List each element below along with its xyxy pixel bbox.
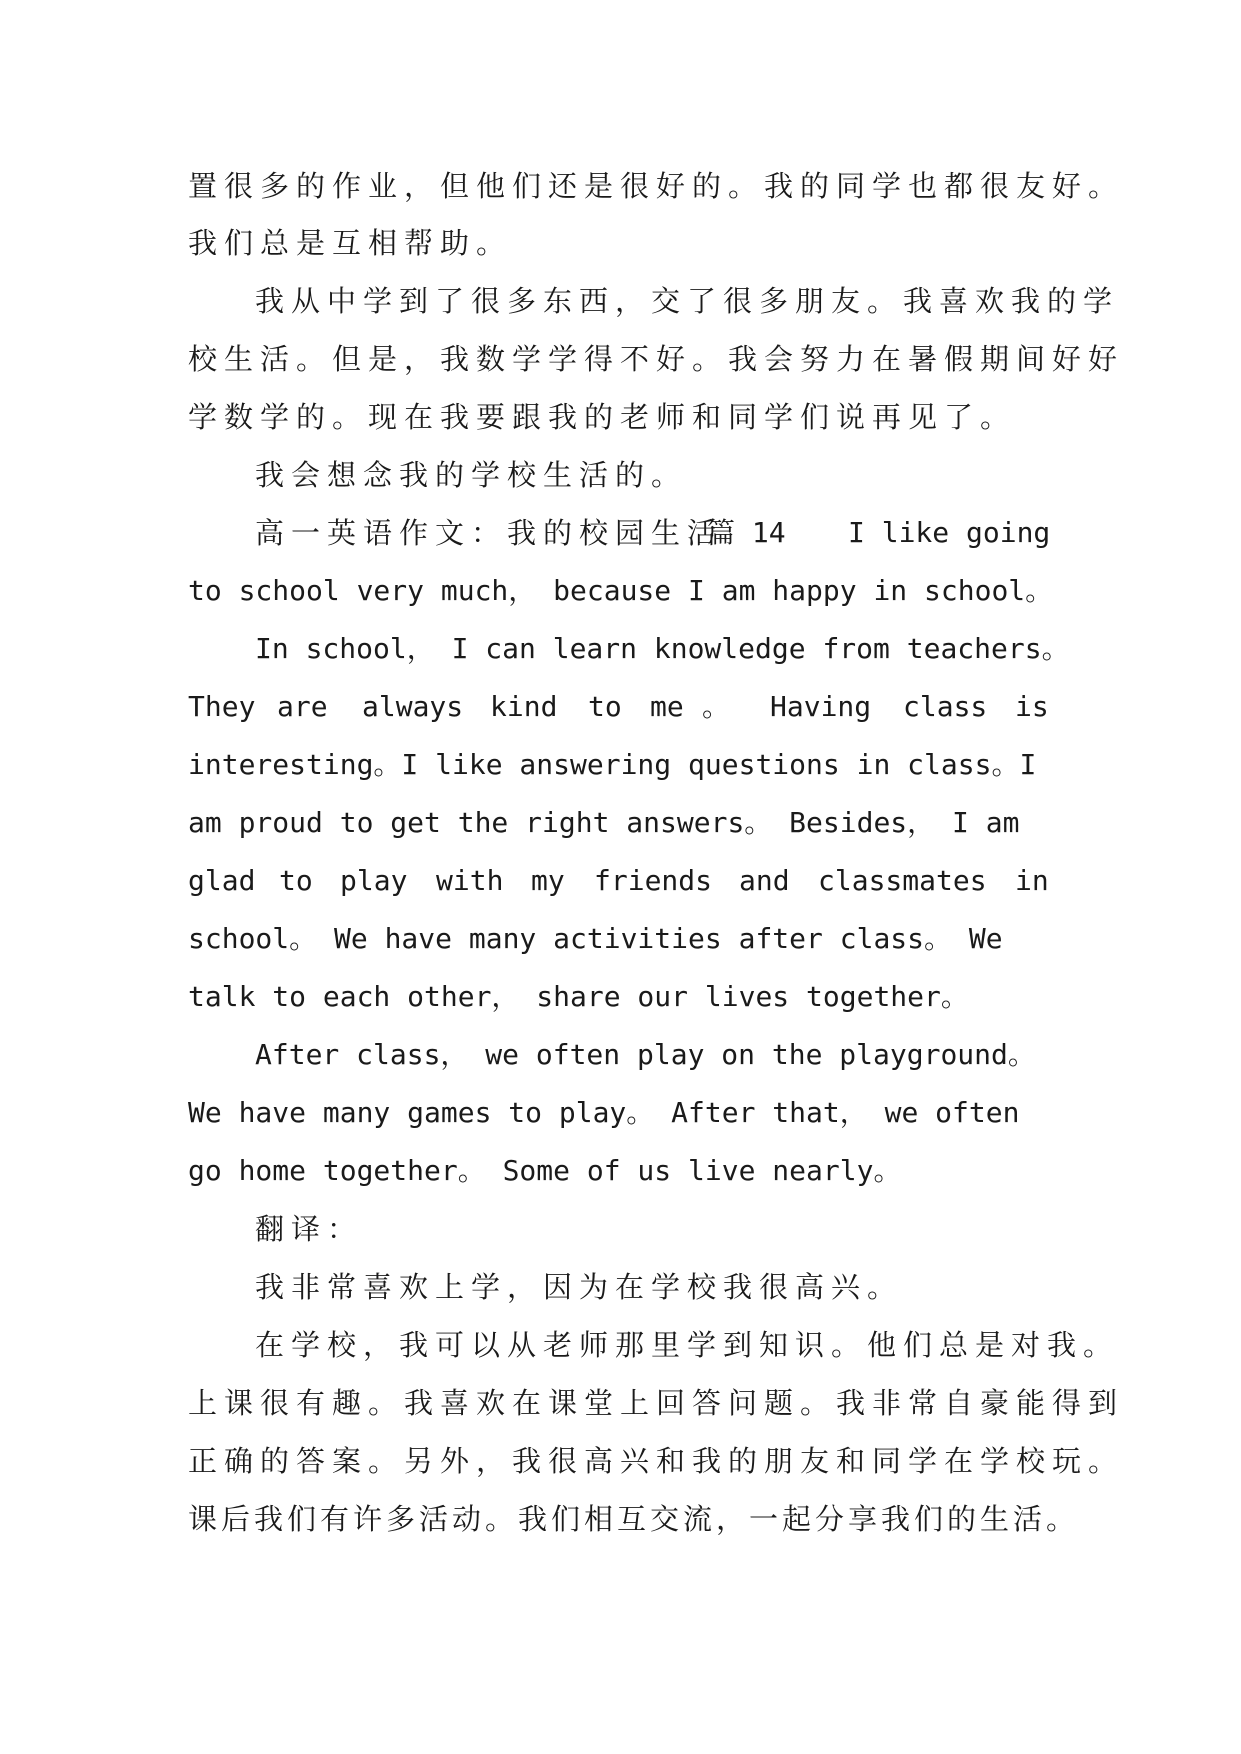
text-run: talk to each other， share our lives together。 <box>188 980 969 1013</box>
word: class <box>903 690 988 723</box>
justified-line <box>0 687 1241 727</box>
word: is <box>1015 690 1049 723</box>
text-line <box>0 1093 1241 1133</box>
word: to <box>588 690 622 723</box>
essay-heading <box>0 513 1241 553</box>
text-line <box>0 166 1241 206</box>
text-run: school。 We have many activities after class。 We <box>188 922 1003 955</box>
text-run: 在学校，我可以从老师那里学到知识。他们总是对我。 <box>255 1328 1120 1362</box>
word: in <box>1015 864 1049 897</box>
text-line <box>0 339 1241 379</box>
text-run: 校生活。但是，我数学学得不好。我会努力在暑假期间好好 <box>188 342 1125 376</box>
text-run: In school， I can learn knowledge from teachers。 <box>255 632 1070 665</box>
text-line <box>0 1035 1241 1075</box>
text-line <box>0 977 1241 1017</box>
word: and <box>739 864 790 897</box>
text-line <box>0 919 1241 959</box>
text-line <box>0 455 1241 495</box>
text-line <box>0 1383 1241 1423</box>
text-run: 上课很有趣。我喜欢在课堂上回答问题。我非常自豪能得到 <box>188 1386 1125 1420</box>
translation-label <box>0 1209 1241 1249</box>
text-run: 置很多的作业，但他们还是很好的。我的同学也都很友好。 <box>188 169 1125 203</box>
text-run: After class， we often play on the playground。 <box>255 1038 1036 1071</box>
text-line <box>0 1325 1241 1365</box>
text-run: I like going <box>848 516 1051 549</box>
text-run: interesting。I like answering questions in class。I <box>188 748 1037 781</box>
essay-title: 高一英语作文：我的校园生活 <box>255 516 724 550</box>
word: Having <box>770 690 872 723</box>
text-run: 翻译： <box>255 1212 364 1246</box>
word: me <box>650 690 684 723</box>
essay-number: 篇 14 <box>707 516 786 549</box>
word: They <box>188 690 256 723</box>
text-run: 我会想念我的学校生活的。 <box>255 458 688 492</box>
word: my <box>531 864 565 897</box>
word: kind <box>490 690 558 723</box>
text-run: to school very much， because I am happy in school。 <box>188 574 1054 607</box>
text-run: We have many games to play。 After that， we often <box>188 1096 1020 1129</box>
text-line <box>0 223 1241 263</box>
word: glad <box>188 864 256 897</box>
text-line <box>0 281 1241 321</box>
text-line <box>0 745 1241 785</box>
text-run: 学数学的。现在我要跟我的老师和同学们说再见了。 <box>188 400 1017 434</box>
word: classmates <box>818 864 987 897</box>
word: to <box>279 864 313 897</box>
text-line <box>0 1267 1241 1307</box>
word: always <box>362 690 464 723</box>
text-line <box>0 1151 1241 1191</box>
text-run: 我从中学到了很多东西，交了很多朋友。我喜欢我的学 <box>255 284 1120 318</box>
word: friends <box>594 864 713 897</box>
word: 。 <box>702 690 731 723</box>
text-line <box>0 397 1241 437</box>
word: with <box>436 864 504 897</box>
text-run: 课后我们有许多活动。我们相互交流，一起分享我们的生活。 <box>188 1502 1080 1536</box>
text-run: am proud to get the right answers。 Besides， I am <box>188 806 1020 839</box>
text-run: go home together。 Some of us live nearly。 <box>188 1154 902 1187</box>
text-run: 正确的答案。另外，我很高兴和我的朋友和同学在学校玩。 <box>188 1444 1125 1478</box>
text-run: 我非常喜欢上学，因为在学校我很高兴。 <box>255 1270 904 1304</box>
text-run: 我们总是互相帮助。 <box>188 226 513 260</box>
text-line <box>0 1441 1241 1481</box>
text-line <box>0 803 1241 843</box>
word: are <box>277 690 328 723</box>
word: play <box>340 864 408 897</box>
text-line <box>0 571 1241 611</box>
justified-line <box>0 861 1241 901</box>
text-line <box>0 1499 1241 1539</box>
text-line <box>0 629 1241 669</box>
